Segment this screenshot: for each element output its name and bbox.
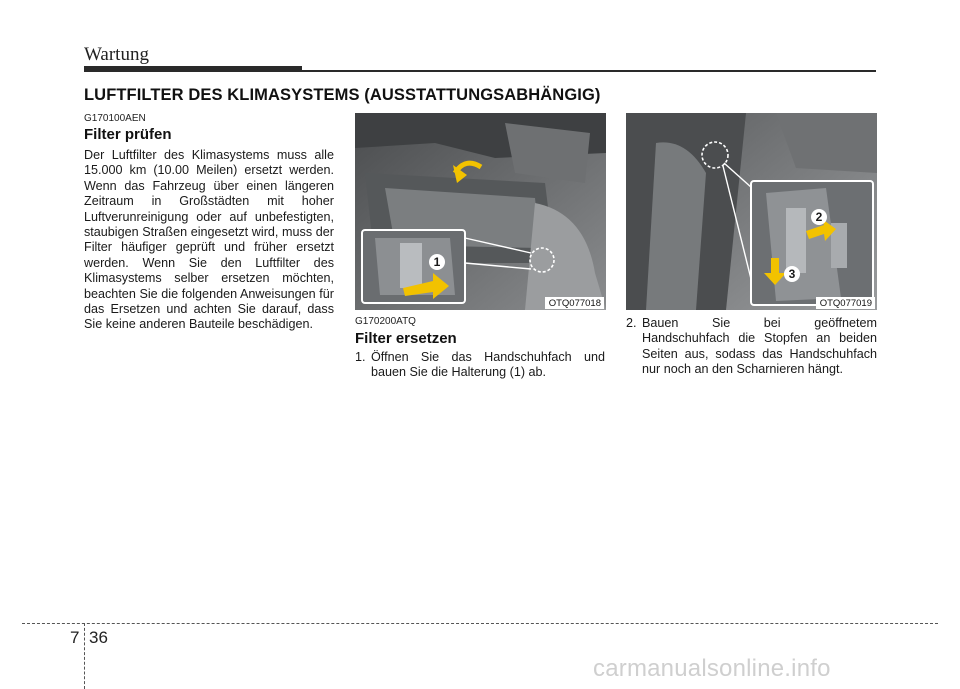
figure-glovebox-stoppers xyxy=(626,113,877,310)
figure-2-callout-3: 3 xyxy=(784,266,800,282)
replace-step-2 xyxy=(626,316,877,378)
watermark: carmanualsonline.info xyxy=(593,655,831,682)
replace-code: G170200ATQ xyxy=(355,316,416,327)
header-title: Wartung xyxy=(84,44,149,65)
replace-step-1-text: Öffnen Sie das Handschuhfach und bauen Sie die Halterung (1) ab. xyxy=(371,350,605,380)
check-code: G170100AEN xyxy=(84,113,146,124)
replace-step-1-number: 1. xyxy=(355,350,366,364)
figure-2-caption: OTQ077019 xyxy=(816,297,875,309)
figure-glovebox-bracket xyxy=(355,113,606,310)
figure-2-callout-2: 2 xyxy=(811,209,827,225)
check-body: Der Luftfilter des Klimasystems muss alle 15.000 km (10.00 Meilen) ersetzt werden. Wenn das Fahrzeug über einen längeren Zeitraum in Großstädten mit hoher Luftverunreinigung oder auf unbefestigten, staubigen Straßen eingesetzt wird, muss der Filter häufiger geprüft und früher ersetzt werden. Wenn Sie den Luftfilter des Klimasystems selber ersetzen möchten, beachten Sie die folgenden Anweisungen für das Ersetzen und achten Sie darauf, dass Sie keine anderen Bauteile beschädigen. xyxy=(84,148,334,332)
page-number: 36 xyxy=(89,628,108,647)
replace-heading: Filter ersetzen xyxy=(355,330,457,347)
figure-glovebox-stoppers-illustration xyxy=(626,113,877,310)
figure-glovebox-bracket-illustration xyxy=(355,113,606,310)
figure-1-caption: OTQ077018 xyxy=(545,297,604,309)
header-rule-thick xyxy=(84,66,302,72)
header-rule-thin xyxy=(302,70,876,72)
replace-step-1 xyxy=(355,350,605,381)
footer-divider xyxy=(84,623,85,689)
chapter-number: 7 xyxy=(70,628,80,647)
section-title: LUFTFILTER DES KLIMASYSTEMS (AUSSTATTUNGSABHÄNGIG) xyxy=(84,86,601,104)
replace-step-2-number: 2. xyxy=(626,316,637,330)
replace-step-2-text: Bauen Sie bei geöffnetem Handschuhfach die Stopfen an beiden Seiten aus, sodass das Handschuhfach nur noch an den Scharnieren hängt. xyxy=(642,316,877,377)
footer-rule xyxy=(22,623,938,624)
check-heading: Filter prüfen xyxy=(84,126,172,143)
figure-1-callout-1: 1 xyxy=(429,254,445,270)
